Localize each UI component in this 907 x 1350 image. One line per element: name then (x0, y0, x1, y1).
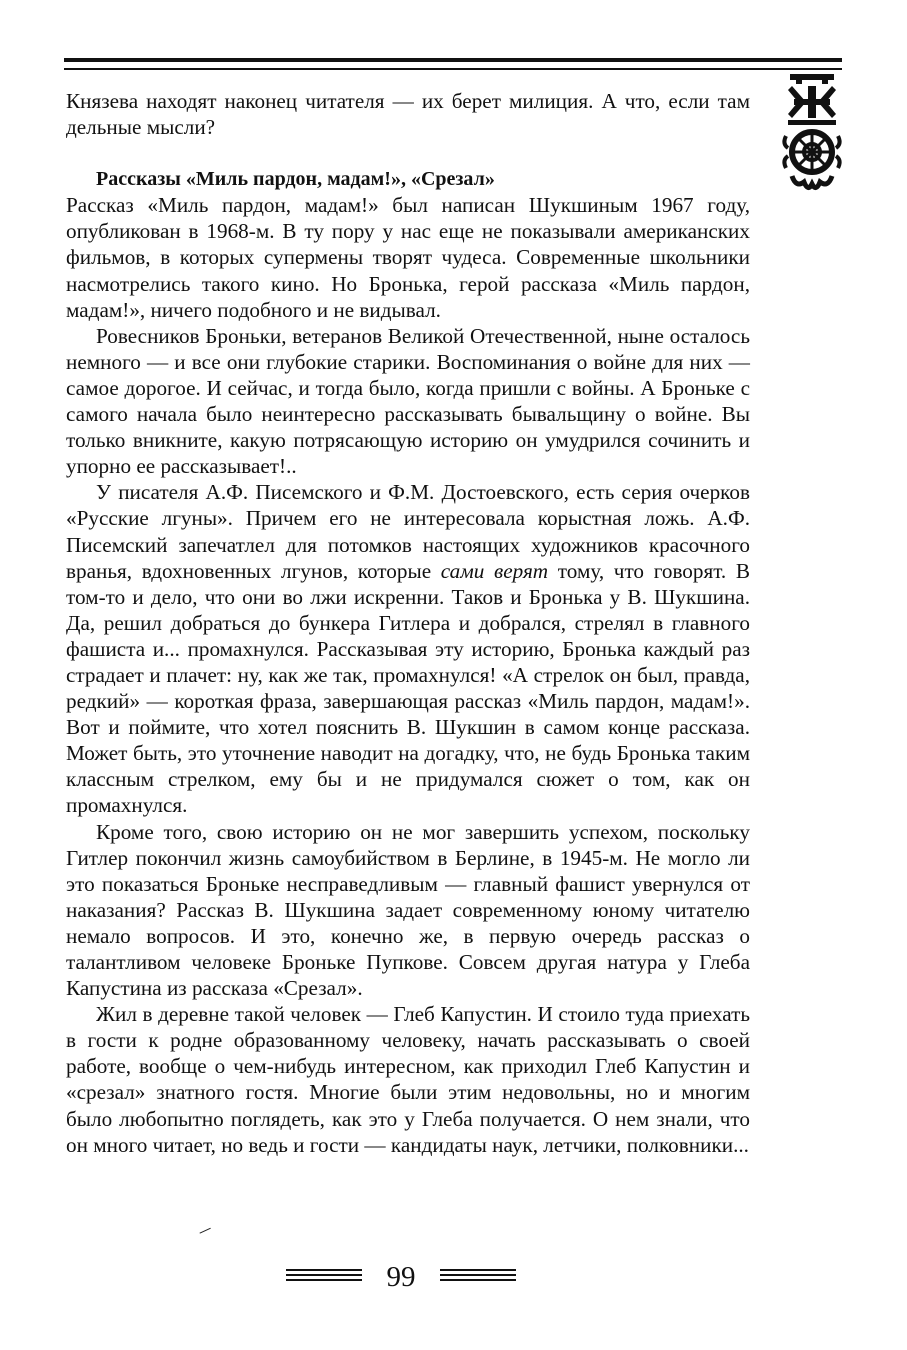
main-text (66, 88, 750, 1158)
footer-rule-right (440, 1269, 516, 1283)
page-number: 99 (386, 1261, 416, 1293)
paragraph-2: Ровесников Броньки, ветеранов Великой Отечественной, ныне осталось немного — и все они глубокие старики. Воспоминания о войне для них — самое дорогое. И сейчас, и тогда было, когда пришли с войны. А Броньке с самого начала было неинтересно рассказывать бывальщину о войне. Вы только вникните, какую потрясающую историю он умудрился сочинить и упорно ее рассказывает!.. (66, 323, 750, 479)
page-footer (286, 1262, 516, 1292)
italic-phrase: сами верят (440, 558, 549, 583)
header-rule-thick (64, 58, 842, 62)
section-heading: Рассказы «Миль пардон, мадам!», «Срезал» (96, 168, 495, 191)
header-rule-thin (64, 68, 842, 70)
footer-rule-left (286, 1269, 362, 1283)
paragraph-4: Кроме того, свою историю он не мог завершить успехом, поскольку Гитлер покончил жизнь самоубийством в Берлине, в 1945-м. Не могло ли это показаться Броньке несправедливым — главный фашист увернулся от наказания? Рассказ В. Шукшина задает современному юному читателю немало вопросов. И это, конечно же, в первую очередь рассказ о талантливом человеке Броньке Пупкове. Совсем другая натура у Глеба Капустина из рассказа «Срезал». (66, 819, 750, 1001)
intro-paragraph: Князева находят наконец читателя — их берет милиция. А что, если там дельные мысли? (66, 89, 750, 140)
stray-mark (200, 1228, 213, 1238)
paragraph-3 (66, 479, 750, 818)
paragraph-1: Рассказ «Миль пардон, мадам!» был написан Шукшиным 1967 году, опубликован в 1968-м. В ту пору у нас еще не показывали американских фильмов, в которых супермены творят чудеса. Современные школьники насмотрелись такого кино. Но Бронька, герой рассказа «Миль пардон, мадам!», ничего подобного и не видывал. (66, 193, 750, 322)
paragraph-3-text-a: У писателя А.Ф. Писемского и Ф.М. Достоевского, есть серия очерков «Русские лгуны». Причем его не интересовала корыстная ложь. А.Ф. Писемский запечатлел для потомков настоящих художников красочного вранья, вдохновенных лгунов, которые (66, 480, 750, 583)
paragraph-5: Жил в деревне такой человек — Глеб Капустин. И стоило туда приехать в гости к родне образованному человеку, начать рассказывать о своей работе, вообще о чем-нибудь интересном, как приходил Глеб Капустин и «срезал» знатного гостя. Многие были этим недовольны, но и многим было любопытно поглядеть, как это у Глеба получается. О нем знали, что он много читает, но ведь и гости — кандидаты наук, летчики, полковники... (66, 1002, 750, 1157)
paragraph-3-text-b: тому, что говорят. В том-то и дело, что они во лжи искренни. Таков и Бронька у В. Шукшина. Да, решил добраться до бункера Гитлера и добрался, стрелял в главного фашиста и... промахнулся. Рассказывая эту историю, Бронька каждый раз страдает и плачет: ну, как же так, промахнулся! «А стрелок он был, правда, редкий» — короткая фраза, завершающая рассказ «Миль пардон, мадам!». Вот и поймите, что хотел пояснить В. Шукшин в самом конце рассказа. Может быть, это уточнение наводит на догадку, что, не будь Бронька таким классным стрелком, ему бы и не придумался сюжет о том, как он промахнулся. (66, 558, 751, 818)
folk-ornament-icon (782, 72, 842, 194)
